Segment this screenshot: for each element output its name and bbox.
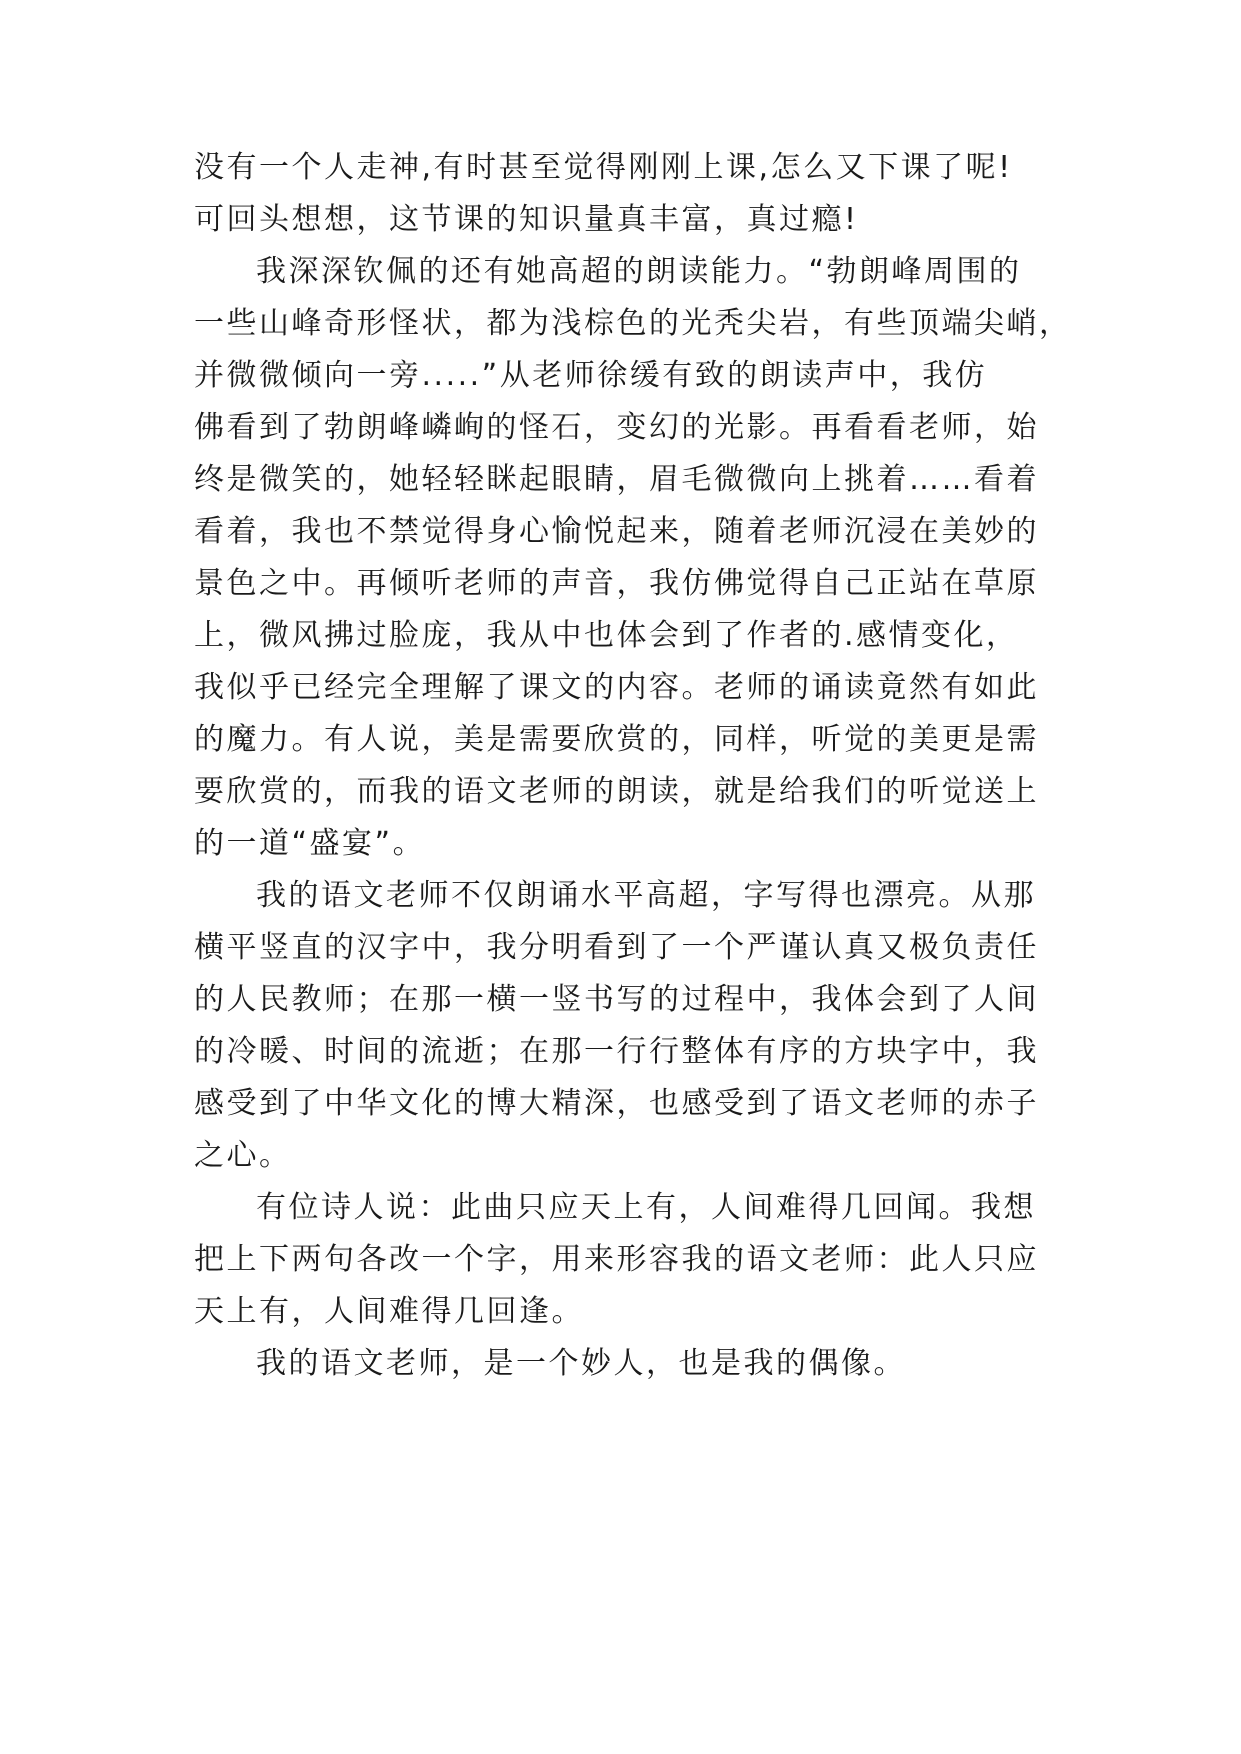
text-line: 终是微笑的，她轻轻眯起眼睛，眉毛微微向上挑着……看着 <box>194 462 1039 497</box>
text-line: 可回头想想，这节课的知识量真丰富，真过瘾! <box>194 202 859 237</box>
text-line: 景色之中。再倾听老师的声音，我仿佛觉得自己正站在草原 <box>194 566 1039 601</box>
text-line: 天上有，人间难得几回逢。 <box>194 1294 584 1329</box>
text-line: 一些山峰奇形怪状，都为浅棕色的光秃尖岩，有些顶端尖峭， <box>194 306 1072 341</box>
text-line: 感受到了中华文化的博大精深，也感受到了语文老师的赤子 <box>194 1086 1039 1121</box>
text-line: 没有一个人走神,有时甚至觉得刚刚上课,怎么又下课了呢! <box>194 150 1013 185</box>
text-line: 我的语文老师，是一个妙人，也是我的偶像。 <box>256 1346 906 1381</box>
text-line: 我的语文老师不仅朗诵水平高超，字写得也漂亮。从那 <box>256 878 1036 913</box>
text-line: 并微微倾向一旁.....”从老师徐缓有致的朗读声中，我仿 <box>194 358 988 393</box>
text-line: 上，微风拂过脸庞，我从中也体会到了作者的.感情变化， <box>194 618 1019 653</box>
text-line: 我深深钦佩的还有她高超的朗读能力。“勃朗峰周围的 <box>256 254 1022 289</box>
text-line: 的魔力。有人说，美是需要欣赏的，同样，听觉的美更是需 <box>194 722 1039 757</box>
text-line: 的人民教师；在那一横一竖书写的过程中，我体会到了人间 <box>194 982 1039 1017</box>
text-line: 的一道“盛宴”。 <box>194 826 426 861</box>
text-line: 佛看到了勃朗峰嶙峋的怪石，变幻的光影。再看看老师，始 <box>194 410 1039 445</box>
text-line: 看着，我也不禁觉得身心愉悦起来，随着老师沉浸在美妙的 <box>194 514 1039 549</box>
text-line: 有位诗人说：此曲只应天上有，人间难得几回闻。我想 <box>256 1190 1036 1225</box>
text-line: 横平竖直的汉字中，我分明看到了一个严谨认真又极负责任 <box>194 930 1039 965</box>
text-line: 把上下两句各改一个字，用来形容我的语文老师：此人只应 <box>194 1242 1039 1277</box>
text-line: 的冷暖、时间的流逝；在那一行行整体有序的方块字中，我 <box>194 1034 1039 1069</box>
text-line: 之心。 <box>194 1138 292 1173</box>
text-line: 要欣赏的，而我的语文老师的朗读，就是给我们的听觉送上 <box>194 774 1039 809</box>
text-line: 我似乎已经完全理解了课文的内容。老师的诵读竟然有如此 <box>194 670 1039 705</box>
